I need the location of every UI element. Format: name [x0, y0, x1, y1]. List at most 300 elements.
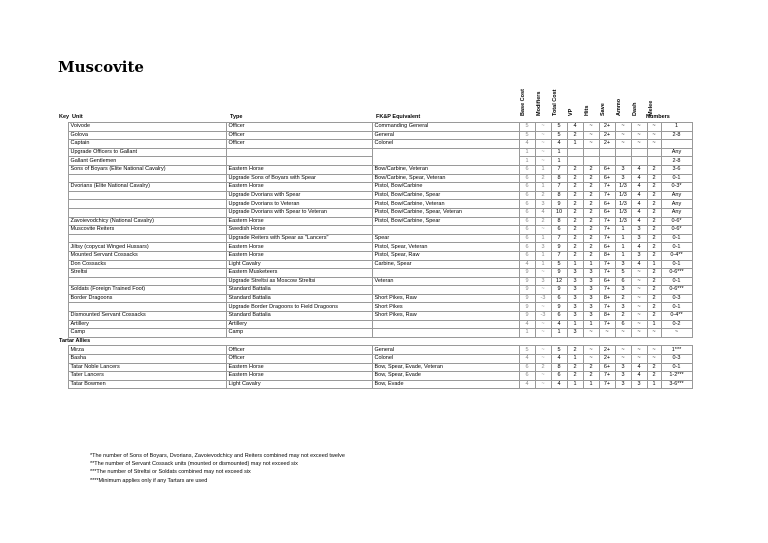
cell-melee: 2: [647, 183, 661, 192]
cell-melee: [647, 148, 661, 157]
cell-dash: ~: [631, 140, 647, 149]
cell-base: 6: [519, 174, 535, 183]
cell-save: [599, 157, 615, 166]
cell-base: 4: [519, 140, 535, 149]
cell-ammo: 1/3: [615, 217, 631, 226]
cell-mod: 3: [535, 200, 551, 209]
cell-vp: 3: [567, 269, 583, 278]
cell-numbers: 1: [661, 123, 692, 132]
cell-dash: [631, 148, 647, 157]
table-row: [57, 123, 692, 132]
cell-vp: 2: [567, 226, 583, 235]
cell-save: 7+: [599, 380, 615, 389]
cell-type: Standard Battalia: [226, 286, 372, 295]
cell-fkp: Commanding General: [372, 123, 519, 132]
cell-numbers: 1***: [661, 346, 692, 355]
cell-type: [226, 157, 372, 166]
cell-ammo: 1/3: [615, 208, 631, 217]
cell-save: 7+: [599, 303, 615, 312]
key-cell: [57, 208, 68, 217]
cell-type: Eastern Horse: [226, 243, 372, 252]
cell-total: 7: [551, 165, 567, 174]
table-row: [57, 148, 692, 157]
cell-hits: 2: [583, 217, 599, 226]
key-cell: [57, 123, 68, 132]
cell-numbers: 0-6*: [661, 217, 692, 226]
cell-vp: 1: [567, 320, 583, 329]
cell-fkp: Carbine, Spear: [372, 260, 519, 269]
header-key: Key: [59, 114, 70, 120]
cell-unit: Border Dragoons: [68, 294, 226, 303]
cell-mod: 2: [535, 174, 551, 183]
cell-hits: [583, 148, 599, 157]
cell-mod: 3: [535, 277, 551, 286]
footnote: **The number of Servant Cossack units (mounted or dismounted) may not exceed six: [90, 461, 298, 468]
cell-hits: ~: [583, 131, 599, 140]
cell-numbers: 2-8: [661, 157, 692, 166]
cell-vp: 3: [567, 294, 583, 303]
key-cell: [57, 346, 68, 355]
cell-dash: 4: [631, 208, 647, 217]
cell-hits: 2: [583, 372, 599, 381]
cell-unit: Streltsi: [68, 269, 226, 278]
cell-hits: 2: [583, 191, 599, 200]
cell-mod: -3: [535, 312, 551, 321]
cell-numbers: 2-8: [661, 131, 692, 140]
cell-type: Officer: [226, 123, 372, 132]
cell-melee: 2: [647, 226, 661, 235]
cell-total: 4: [551, 320, 567, 329]
cell-save: 2+: [599, 355, 615, 364]
cell-fkp: [372, 329, 519, 338]
table-row: [57, 140, 692, 149]
table-row: [57, 260, 692, 269]
cell-ammo: ~: [615, 355, 631, 364]
cell-fkp: General: [372, 346, 519, 355]
table-row: [57, 320, 692, 329]
cell-mod: ~: [535, 226, 551, 235]
cell-hits: 1: [583, 320, 599, 329]
key-cell: [57, 234, 68, 243]
key-cell: [57, 183, 68, 192]
cell-hits: [583, 157, 599, 166]
cell-total: 9: [551, 269, 567, 278]
cell-dash: ~: [631, 346, 647, 355]
cell-vp: 2: [567, 191, 583, 200]
table-row: [57, 234, 692, 243]
cell-numbers: ~: [661, 329, 692, 338]
cell-vp: 3: [567, 312, 583, 321]
header-modifiers: Modifiers: [536, 91, 542, 116]
cell-type: Upgrade Dvorians to Veteran: [226, 200, 372, 209]
key-cell: [57, 243, 68, 252]
cell-mod: ~: [535, 346, 551, 355]
cell-base: 9: [519, 303, 535, 312]
cell-vp: 1: [567, 380, 583, 389]
cell-dash: ~: [631, 329, 647, 338]
table-row: [57, 200, 692, 209]
header-dash: Dash: [632, 102, 638, 116]
cell-save: 2+: [599, 140, 615, 149]
cell-mod: ~: [535, 157, 551, 166]
header-total-cost: Total Cost: [552, 89, 558, 116]
cell-save: 8+: [599, 294, 615, 303]
table-row: [57, 183, 692, 192]
cell-save: 7+: [599, 320, 615, 329]
cell-total: 1: [551, 148, 567, 157]
cell-total: 5: [551, 260, 567, 269]
cell-total: 9: [551, 303, 567, 312]
cell-base: 6: [519, 251, 535, 260]
cell-mod: 2: [535, 191, 551, 200]
key-cell: [57, 294, 68, 303]
cell-total: 10: [551, 208, 567, 217]
cell-type: Eastern Horse: [226, 363, 372, 372]
key-cell: [57, 355, 68, 364]
cell-base: 6: [519, 200, 535, 209]
cell-numbers: 0-1: [661, 260, 692, 269]
cell-hits: ~: [583, 346, 599, 355]
cell-vp: 2: [567, 131, 583, 140]
table-row: [57, 355, 692, 364]
cell-ammo: 3: [615, 363, 631, 372]
cell-unit: Dismounted Servant Cossacks: [68, 312, 226, 321]
cell-save: 2+: [599, 123, 615, 132]
cell-hits: 2: [583, 234, 599, 243]
cell-hits: 2: [583, 226, 599, 235]
header-melee: Melee: [648, 100, 654, 116]
table-row: [57, 372, 692, 381]
key-cell: [57, 269, 68, 278]
cell-fkp: Bow/Carbine, Veteran: [372, 165, 519, 174]
cell-unit: Sons of Boyars (Elite National Cavalry): [68, 165, 226, 174]
cell-hits: 2: [583, 165, 599, 174]
key-cell: [57, 320, 68, 329]
cell-type: Artillery: [226, 320, 372, 329]
cell-total: 6: [551, 372, 567, 381]
cell-unit: Tatar Noble Lancers: [68, 363, 226, 372]
cell-fkp: Pistol, Bow/Carbine, Spear: [372, 217, 519, 226]
key-cell: [57, 251, 68, 260]
cell-fkp: [372, 226, 519, 235]
cell-total: 9: [551, 286, 567, 295]
cell-vp: 2: [567, 251, 583, 260]
cell-base: 6: [519, 363, 535, 372]
cell-vp: [567, 148, 583, 157]
cell-total: 8: [551, 363, 567, 372]
cell-mod: 1: [535, 251, 551, 260]
cell-ammo: ~: [615, 140, 631, 149]
cell-dash: 3: [631, 226, 647, 235]
cell-total: 9: [551, 243, 567, 252]
cell-mod: ~: [535, 148, 551, 157]
cell-total: 6: [551, 312, 567, 321]
footnote: ****Minimum applies only if any Tartars are used: [90, 477, 208, 484]
table-row: [57, 380, 692, 389]
cell-vp: 1: [567, 355, 583, 364]
cell-save: [599, 148, 615, 157]
table-row: [57, 208, 692, 217]
cell-dash: ~: [631, 303, 647, 312]
cell-melee: 1: [647, 320, 661, 329]
cell-dash: ~: [631, 269, 647, 278]
cell-save: ~: [599, 329, 615, 338]
cell-base: 5: [519, 131, 535, 140]
cell-dash: ~: [631, 312, 647, 321]
cell-ammo: ~: [615, 329, 631, 338]
cell-base: 6: [519, 226, 535, 235]
cell-mod: ~: [535, 355, 551, 364]
cell-ammo: 3: [615, 174, 631, 183]
cell-numbers: 0-2: [661, 320, 692, 329]
cell-save: 2+: [599, 346, 615, 355]
cell-unit: Zavoievodchicy (National Cavalry): [68, 217, 226, 226]
cell-save: 8+: [599, 251, 615, 260]
cell-unit: Captain: [68, 140, 226, 149]
cell-hits: 2: [583, 183, 599, 192]
army-list-table: [57, 122, 693, 389]
cell-numbers: 0-4**: [661, 251, 692, 260]
cell-ammo: 1/3: [615, 200, 631, 209]
cell-fkp: [372, 157, 519, 166]
table-row: [57, 329, 692, 338]
cell-unit: Jiltsy (copycat Winged Hussars): [68, 243, 226, 252]
cell-fkp: General: [372, 131, 519, 140]
cell-vp: 3: [567, 286, 583, 295]
cell-unit: Voivode: [68, 123, 226, 132]
cell-ammo: 1: [615, 234, 631, 243]
cell-type: Standard Battalia: [226, 294, 372, 303]
cell-mod: ~: [535, 303, 551, 312]
cell-ammo: 2: [615, 294, 631, 303]
header-hits: Hits: [584, 105, 590, 116]
cell-ammo: ~: [615, 131, 631, 140]
cell-vp: 2: [567, 234, 583, 243]
cell-fkp: Short Pikes: [372, 303, 519, 312]
cell-mod: ~: [535, 269, 551, 278]
cell-fkp: [372, 148, 519, 157]
cell-ammo: 3: [615, 380, 631, 389]
cell-hits: 2: [583, 174, 599, 183]
cell-melee: 2: [647, 217, 661, 226]
header-numbers: Numbers: [646, 114, 670, 120]
table-row: [57, 286, 692, 295]
cell-mod: ~: [535, 140, 551, 149]
page-title: Muscovite: [58, 58, 144, 76]
table-row: [57, 251, 692, 260]
cell-melee: 2: [647, 363, 661, 372]
cell-unit: [68, 208, 226, 217]
cell-total: 7: [551, 234, 567, 243]
cell-hits: 3: [583, 312, 599, 321]
cell-numbers: 0-1: [661, 174, 692, 183]
cell-vp: 2: [567, 243, 583, 252]
cell-melee: 2: [647, 269, 661, 278]
cell-ammo: 1/3: [615, 191, 631, 200]
cell-type: Eastern Horse: [226, 183, 372, 192]
header-ammo: Ammo: [616, 98, 622, 116]
cell-ammo: 6: [615, 320, 631, 329]
cell-type: Upgrade Streltsi as Moscow Streltsi: [226, 277, 372, 286]
table-row: [57, 363, 692, 372]
cell-unit: [68, 234, 226, 243]
cell-hits: 3: [583, 294, 599, 303]
cell-melee: ~: [647, 131, 661, 140]
cell-save: 6+: [599, 363, 615, 372]
cell-base: 6: [519, 208, 535, 217]
cell-type: Eastern Musketeers: [226, 269, 372, 278]
cell-unit: Dvorians (Elite National Cavalry): [68, 183, 226, 192]
cell-type: [226, 148, 372, 157]
cell-vp: 2: [567, 208, 583, 217]
cell-save: 7+: [599, 217, 615, 226]
footnote: *The number of Sons of Boyars, Dvorians, Zavoievodchicy and Reiters combined may not exceed twelve: [90, 453, 345, 459]
cell-hits: 2: [583, 208, 599, 217]
table-row: [57, 294, 692, 303]
cell-numbers: 0-1: [661, 234, 692, 243]
cell-numbers: 0-4**: [661, 312, 692, 321]
allies-label: Tartar Allies: [59, 338, 91, 345]
unit-rows: [57, 123, 692, 338]
cell-melee: 2: [647, 277, 661, 286]
cell-dash: 4: [631, 372, 647, 381]
cell-base: 1: [519, 148, 535, 157]
table-row: [57, 226, 692, 235]
ally-rows: [57, 346, 692, 389]
header-fkp: FK&P Equivalent: [376, 114, 421, 120]
cell-save: 7+: [599, 286, 615, 295]
key-cell: [57, 157, 68, 166]
cell-fkp: Short Pikes, Raw: [372, 312, 519, 321]
cell-total: 5: [551, 123, 567, 132]
cell-melee: ~: [647, 346, 661, 355]
cell-fkp: Bow, Spear, Evade: [372, 372, 519, 381]
cell-mod: 2: [535, 217, 551, 226]
cell-fkp: Colonel: [372, 355, 519, 364]
cell-numbers: Any: [661, 148, 692, 157]
cell-total: 4: [551, 380, 567, 389]
cell-total: 1: [551, 157, 567, 166]
cell-ammo: 1/3: [615, 183, 631, 192]
cell-unit: Mirza: [68, 346, 226, 355]
cell-dash: 4: [631, 191, 647, 200]
cell-ammo: 6: [615, 277, 631, 286]
cell-vp: 4: [567, 123, 583, 132]
cell-numbers: Any: [661, 200, 692, 209]
cell-base: 6: [519, 217, 535, 226]
cell-mod: ~: [535, 286, 551, 295]
cell-total: 1: [551, 329, 567, 338]
cell-mod: 1: [535, 165, 551, 174]
table-row: [57, 346, 692, 355]
cell-total: 9: [551, 200, 567, 209]
key-cell: [57, 148, 68, 157]
cell-ammo: 3: [615, 372, 631, 381]
cell-type: Upgrade Reiters with Spear as "Lancers": [226, 234, 372, 243]
key-cell: [57, 131, 68, 140]
cell-base: 6: [519, 234, 535, 243]
cell-fkp: [372, 269, 519, 278]
cell-hits: 2: [583, 200, 599, 209]
cell-unit: Mounted Servant Cossacks: [68, 251, 226, 260]
cell-type: Eastern Horse: [226, 372, 372, 381]
cell-dash: ~: [631, 123, 647, 132]
cell-mod: ~: [535, 380, 551, 389]
cell-dash: 4: [631, 200, 647, 209]
cell-melee: 2: [647, 165, 661, 174]
cell-unit: Upgrade Officers to Gallant: [68, 148, 226, 157]
cell-numbers: 1-2***: [661, 372, 692, 381]
cell-type: Light Cavalry: [226, 260, 372, 269]
cell-numbers: 3-6***: [661, 380, 692, 389]
cell-mod: 1: [535, 260, 551, 269]
cell-numbers: [661, 140, 692, 149]
cell-vp: 2: [567, 183, 583, 192]
cell-melee: 2: [647, 208, 661, 217]
key-cell: [57, 191, 68, 200]
cell-dash: 4: [631, 217, 647, 226]
cell-ammo: 3: [615, 165, 631, 174]
cell-hits: ~: [583, 329, 599, 338]
cell-ammo: 1: [615, 226, 631, 235]
key-cell: [57, 200, 68, 209]
key-cell: [57, 226, 68, 235]
cell-save: 7+: [599, 183, 615, 192]
cell-numbers: 0-3: [661, 294, 692, 303]
cell-unit: [68, 174, 226, 183]
cell-melee: ~: [647, 123, 661, 132]
cell-mod: 2: [535, 363, 551, 372]
cell-unit: [68, 277, 226, 286]
key-cell: [57, 260, 68, 269]
cell-base: 4: [519, 320, 535, 329]
header-vp: VP: [568, 108, 574, 116]
cell-fkp: Pistol, Spear, Raw: [372, 251, 519, 260]
cell-numbers: 0-3: [661, 355, 692, 364]
cell-fkp: [372, 286, 519, 295]
key-cell: [57, 329, 68, 338]
cell-dash: [631, 157, 647, 166]
cell-melee: [647, 157, 661, 166]
cell-base: 9: [519, 312, 535, 321]
cell-numbers: 0-1: [661, 303, 692, 312]
cell-base: 4: [519, 355, 535, 364]
cell-numbers: 3-6: [661, 165, 692, 174]
cell-type: Eastern Horse: [226, 251, 372, 260]
cell-total: 6: [551, 226, 567, 235]
cell-mod: -3: [535, 294, 551, 303]
cell-total: 5: [551, 346, 567, 355]
cell-dash: 4: [631, 174, 647, 183]
cell-unit: Camp: [68, 329, 226, 338]
cell-vp: [567, 157, 583, 166]
cell-total: 8: [551, 191, 567, 200]
cell-fkp: Bow/Carbine, Spear, Veteran: [372, 174, 519, 183]
key-cell: [57, 372, 68, 381]
key-cell: [57, 165, 68, 174]
cell-dash: ~: [631, 286, 647, 295]
key-cell: [57, 380, 68, 389]
cell-vp: 3: [567, 277, 583, 286]
cell-vp: 3: [567, 329, 583, 338]
cell-base: 1: [519, 329, 535, 338]
cell-dash: 3: [631, 234, 647, 243]
cell-hits: 2: [583, 243, 599, 252]
cell-numbers: 0-6*: [661, 226, 692, 235]
cell-hits: ~: [583, 355, 599, 364]
cell-unit: Soldats (Foreign Trained Foot): [68, 286, 226, 295]
cell-melee: 2: [647, 312, 661, 321]
